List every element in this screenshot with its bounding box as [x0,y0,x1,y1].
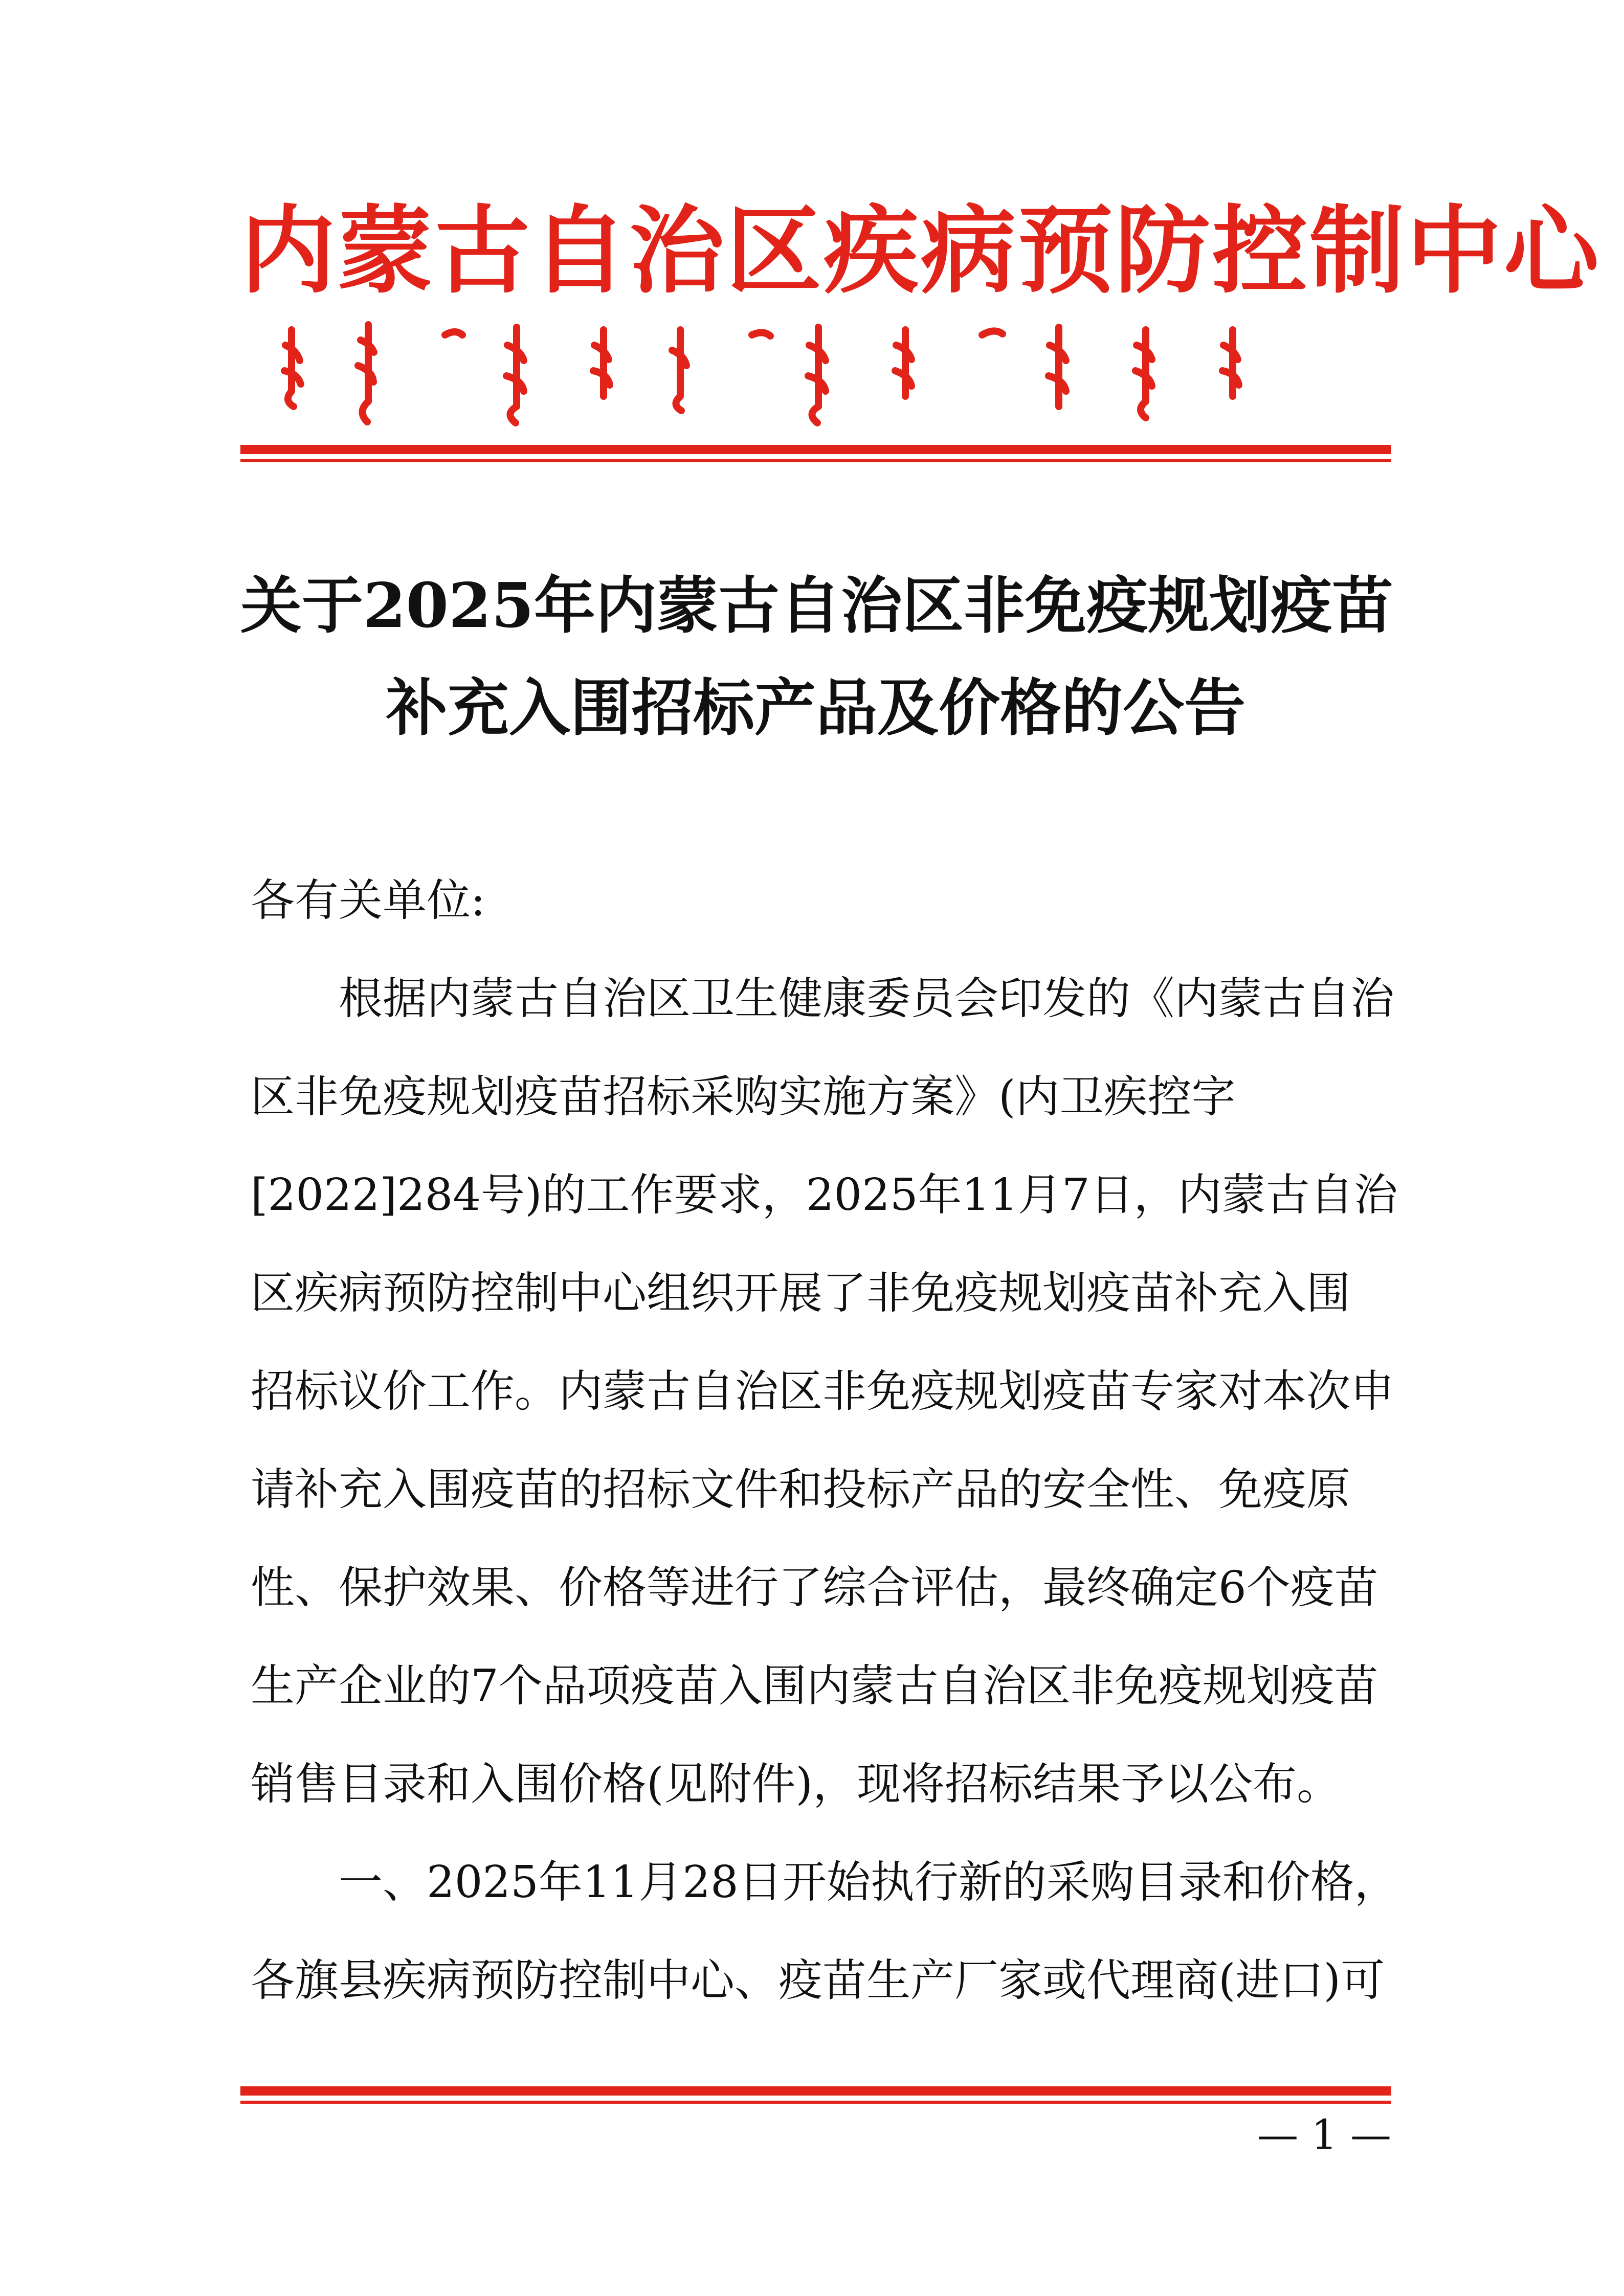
body-line: 生产企业的7个品项疫苗入围内蒙古自治区非免疫规划疫苗 [251,1660,1378,1712]
mongolian-script-logo [276,314,1350,427]
body-line: 销售目录和入围价格(见附件)，现将招标结果予以公布。 [251,1759,1341,1810]
document-title-line-1: 关于2025年内蒙古自治区非免疫规划疫苗 [240,570,1393,642]
body-line: 根据内蒙古自治区卫生健康委员会印发的《内蒙古自治 [251,973,1394,1024]
body-line: [2022]284号)的工作要求，2025年11月7日，内蒙古自治 [251,1169,1398,1221]
body-line: 性、保护效果、价格等进行了综合评估，最终确定6个疫苗 [251,1562,1378,1613]
body-line: 区非免疫规划疫苗招标采购实施方案》(内卫疾控字 [251,1071,1236,1122]
salutation: 各有关单位: [251,875,485,926]
document-title-line-2: 补充入围招标产品及价格的公告 [386,672,1245,744]
body-line: 区疾病预防控制中心组织开展了非免疫规划疫苗补充入围 [251,1268,1350,1319]
body-line: 各旗县疾病预防控制中心、疫苗生产厂家或代理商(进口)可 [251,1955,1385,2006]
body-line: 请补充入围疫苗的招标文件和投标产品的安全性、免疫原 [251,1464,1350,1515]
footer-divider [240,2086,1391,2104]
page-number: — 1 — [1257,2111,1391,2158]
header-divider [240,445,1391,462]
body-line: 一、2025年11月28日开始执行新的采购目录和价格， [251,1857,1398,1908]
body-line: 招标议价工作。内蒙古自治区非免疫规划疫苗专家对本次申 [251,1366,1394,1417]
letterhead-title: 内蒙古自治区疾病预防控制中心 [240,194,1601,306]
